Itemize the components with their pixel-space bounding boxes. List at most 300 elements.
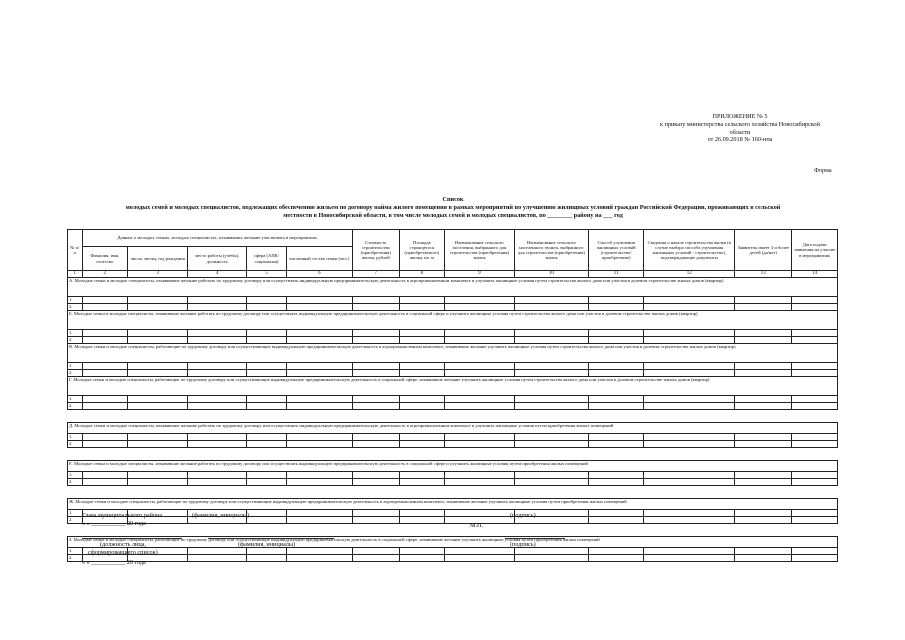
col-number: 9 bbox=[445, 271, 514, 278]
table-cell bbox=[286, 510, 352, 517]
table-cell bbox=[589, 370, 644, 377]
table-cell bbox=[792, 510, 838, 517]
table-cell bbox=[247, 330, 286, 337]
table-cell bbox=[82, 403, 128, 410]
table-cell bbox=[352, 297, 399, 304]
table-cell bbox=[188, 337, 247, 344]
table-cell bbox=[82, 441, 128, 448]
table-cell bbox=[399, 337, 445, 344]
table-cell bbox=[399, 434, 445, 441]
table-cell bbox=[188, 472, 247, 479]
table-cell bbox=[735, 479, 792, 486]
table-cell bbox=[286, 370, 352, 377]
table-row bbox=[68, 517, 838, 524]
table-cell bbox=[445, 441, 514, 448]
section-title: В. Молодые семьи и молодые специалисты, работающие по трудовому договору или осуществляющие индивидуальную предпринимательскую деятельность в агропромышленном комплексе, изъявившие желание улучшить жилищные условия путем строительства жилого дома или участия в долевом строительстве жилых домов (квартир) bbox=[68, 344, 838, 363]
table-cell bbox=[399, 396, 445, 403]
header-group: Данные о молодых семьях, молодых специалистах, изъявивших желание участвовать в мероприятиях bbox=[82, 230, 352, 247]
table-cell bbox=[399, 370, 445, 377]
table-cell bbox=[445, 304, 514, 311]
table-cell bbox=[352, 396, 399, 403]
row-number: 1. bbox=[68, 434, 83, 441]
table-cell bbox=[735, 434, 792, 441]
date-line-1: « » ___________ 20 года bbox=[82, 520, 146, 527]
table-cell bbox=[644, 555, 735, 562]
stamp-mark: М.П. bbox=[470, 522, 484, 529]
table-cell bbox=[514, 330, 589, 337]
table-cell bbox=[735, 337, 792, 344]
table-cell bbox=[644, 472, 735, 479]
name-line bbox=[208, 538, 334, 539]
table-cell bbox=[128, 297, 188, 304]
table-cell bbox=[735, 441, 792, 448]
name-caption-2: (фамилия, инициалы) bbox=[238, 541, 296, 548]
table-cell bbox=[514, 441, 589, 448]
col-number: 10 bbox=[514, 271, 589, 278]
table-cell bbox=[735, 363, 792, 370]
table-cell bbox=[352, 337, 399, 344]
table-cell bbox=[589, 472, 644, 479]
table-cell bbox=[735, 517, 792, 524]
appendix-line3: от 26.09.2018 № 160-нпа bbox=[707, 136, 773, 144]
table-cell bbox=[286, 297, 352, 304]
table-cell bbox=[352, 330, 399, 337]
section-title: Д. Молодые семьи и молодые специалисты, изъявившие желание работать по трудовому договору или осуществлять индивидуальную предпринимательскую деятельность в агропромышленном комплексе и улучшить жилищные условия путем приобретения жилых помещений bbox=[68, 423, 838, 434]
row-number: 2. bbox=[68, 441, 83, 448]
table-cell bbox=[445, 472, 514, 479]
table-cell bbox=[352, 304, 399, 311]
table-cell bbox=[445, 510, 514, 517]
table-cell bbox=[82, 297, 128, 304]
table-cell bbox=[445, 297, 514, 304]
section-row bbox=[68, 311, 838, 330]
table-cell bbox=[735, 330, 792, 337]
table-row bbox=[68, 434, 838, 441]
subheader-family-size: численный состав семьи (чел.) bbox=[286, 247, 352, 271]
table-cell bbox=[735, 548, 792, 555]
spacer-row bbox=[68, 448, 838, 461]
table-cell bbox=[445, 479, 514, 486]
table-cell bbox=[399, 555, 445, 562]
table-cell bbox=[128, 403, 188, 410]
table-cell bbox=[445, 330, 514, 337]
row-number: 1. bbox=[68, 396, 83, 403]
table-cell bbox=[589, 479, 644, 486]
table-cell bbox=[399, 403, 445, 410]
table-cell bbox=[735, 370, 792, 377]
table-cell bbox=[188, 304, 247, 311]
col-number: 7 bbox=[352, 271, 399, 278]
section-title: Ж. Молодые семьи и молодые специалисты, работающие по трудовому договору или осуществляющие индивидуальную предпринимательскую деятельность в агропромышленном комплексе, изъявившие желание улучшить жилищные условия путем приобретения жилых помещений bbox=[68, 499, 838, 510]
table-cell bbox=[589, 517, 644, 524]
table-cell bbox=[589, 363, 644, 370]
table-cell bbox=[399, 363, 445, 370]
table-cell bbox=[445, 434, 514, 441]
table-cell bbox=[352, 363, 399, 370]
table-cell bbox=[286, 396, 352, 403]
position-line bbox=[82, 538, 182, 539]
table-cell bbox=[82, 304, 128, 311]
table-cell bbox=[514, 555, 589, 562]
table-cell bbox=[188, 370, 247, 377]
head-name: (фамилия, инициалы) bbox=[192, 512, 250, 519]
table-cell bbox=[247, 510, 286, 517]
table-cell bbox=[82, 472, 128, 479]
header-area: Площадь строящегося (приобретаемого) жилья, кв. м bbox=[399, 230, 445, 271]
table-row bbox=[68, 555, 838, 562]
header-method: Способ улучшения жилищных условий (строительство/приобретение) bbox=[589, 230, 644, 271]
table-cell bbox=[399, 330, 445, 337]
spacer-cell bbox=[68, 448, 838, 461]
table-cell bbox=[514, 403, 589, 410]
section-row bbox=[68, 278, 838, 297]
title-heading: Список bbox=[442, 196, 464, 203]
header-date: Дата подачи заявления на участие в мероприятиях bbox=[792, 230, 838, 271]
table-cell bbox=[792, 304, 838, 311]
table-cell bbox=[399, 441, 445, 448]
header-locality: Наименование сельского населенного пункта, выбранного для строительства (приобретения) жилья bbox=[514, 230, 589, 271]
table-row bbox=[68, 479, 838, 486]
section-row bbox=[68, 344, 838, 363]
header-construction-info: Сведения о начале строительства жилья (в случае выбора способа улучшения жилищных условий - строительство), подтверждающие документы bbox=[644, 230, 735, 271]
table-cell bbox=[286, 555, 352, 562]
appendix-line1: к приказу министерства сельского хозяйства Новосибирской bbox=[660, 120, 820, 128]
table-row bbox=[68, 548, 838, 555]
table-cell bbox=[644, 441, 735, 448]
table-cell bbox=[644, 297, 735, 304]
table-cell bbox=[286, 517, 352, 524]
table-row bbox=[68, 297, 838, 304]
table-cell bbox=[589, 510, 644, 517]
table-cell bbox=[247, 548, 286, 555]
table-cell bbox=[352, 370, 399, 377]
table-cell bbox=[589, 330, 644, 337]
date-line-2: « » ___________ 20 года bbox=[82, 559, 146, 566]
table-cell bbox=[735, 396, 792, 403]
table-cell bbox=[286, 330, 352, 337]
table-cell bbox=[644, 337, 735, 344]
table-cell bbox=[128, 363, 188, 370]
table-cell bbox=[514, 472, 589, 479]
table-cell bbox=[514, 479, 589, 486]
table-cell bbox=[247, 517, 286, 524]
table-cell bbox=[128, 370, 188, 377]
table-cell bbox=[286, 434, 352, 441]
table-cell bbox=[514, 370, 589, 377]
table-cell bbox=[188, 403, 247, 410]
table-cell bbox=[286, 304, 352, 311]
table-cell bbox=[352, 510, 399, 517]
table-cell bbox=[445, 396, 514, 403]
col-number: 5 bbox=[247, 271, 286, 278]
table-cell bbox=[188, 363, 247, 370]
table-cell bbox=[399, 479, 445, 486]
section-title: Б. Молодые семьи и молодые специалисты, изъявившие желание работать по трудовому договору или осуществлять индивидуальную предпринимательскую деятельность в социальной сфере и улучшить жилищные условия путем строительства жилого дома или участия в долевом строительстве жилых домов (квартир) bbox=[68, 311, 838, 330]
table-cell bbox=[352, 472, 399, 479]
section-title: З. Молодые семьи и молодые специалисты, работающие по трудовому договору или осуществляющие индивидуальную предпринимательскую деятельность в социальной сфере, изъявившие желание улучшить жилищные условия путем приобретения жилых помещений bbox=[68, 537, 838, 548]
table-cell bbox=[644, 363, 735, 370]
table-cell bbox=[286, 403, 352, 410]
table-cell bbox=[735, 510, 792, 517]
table-cell bbox=[247, 472, 286, 479]
table-cell bbox=[792, 297, 838, 304]
table-cell bbox=[286, 472, 352, 479]
table-row bbox=[68, 370, 838, 377]
table-cell bbox=[352, 555, 399, 562]
spacer-cell bbox=[68, 410, 838, 423]
table-cell bbox=[792, 434, 838, 441]
row-number: 2. bbox=[68, 479, 83, 486]
subheader-workplace: место работы (учебы), должность bbox=[188, 247, 247, 271]
table-cell bbox=[644, 304, 735, 311]
col-number: 8 bbox=[399, 271, 445, 278]
table-cell bbox=[247, 396, 286, 403]
table-cell bbox=[286, 479, 352, 486]
table-cell bbox=[247, 441, 286, 448]
spacer-row bbox=[68, 486, 838, 499]
table-cell bbox=[514, 396, 589, 403]
table-cell bbox=[188, 330, 247, 337]
table-row bbox=[68, 304, 838, 311]
row-number: 2. bbox=[68, 304, 83, 311]
table-cell bbox=[644, 479, 735, 486]
table-cell bbox=[589, 555, 644, 562]
table-cell bbox=[514, 548, 589, 555]
table-cell bbox=[82, 479, 128, 486]
table-cell bbox=[188, 479, 247, 486]
table-cell bbox=[399, 517, 445, 524]
header-cost: Стоимость строительства (приобретения) жилья, рублей bbox=[352, 230, 399, 271]
section-row bbox=[68, 461, 838, 472]
column-numbers-row bbox=[68, 271, 838, 278]
table-cell bbox=[792, 472, 838, 479]
table-cell bbox=[82, 337, 128, 344]
table-cell bbox=[399, 548, 445, 555]
table-cell bbox=[644, 434, 735, 441]
table-cell bbox=[644, 403, 735, 410]
row-number: 2. bbox=[68, 517, 83, 524]
table-cell bbox=[188, 396, 247, 403]
table-cell bbox=[352, 479, 399, 486]
table-cell bbox=[352, 441, 399, 448]
table-row bbox=[68, 396, 838, 403]
table-cell bbox=[128, 337, 188, 344]
row-number: 1. bbox=[68, 510, 83, 517]
table-cell bbox=[286, 363, 352, 370]
section-title: Г. Молодые семьи и молодые специалисты, работающие по трудовому договору или осуществляющие индивидуальную предпринимательскую деятельность в социальной сфере, изъявившие желание улучшить жилищные условия путем строительства жилого дома или участия в долевом строительстве жилых домов (квартир) bbox=[68, 377, 838, 396]
section-title: А. Молодые семьи и молодые специалисты, изъявившие желание работать по трудовому договору или осуществлять индивидуальную предпринимательскую деятельность в агропромышленном комплексе и улучшить жилищные условия путем строительства жилого дома или участия в долевом строительстве жилых домов (квартир) bbox=[68, 278, 838, 297]
table-cell bbox=[352, 403, 399, 410]
table-cell bbox=[792, 337, 838, 344]
table-cell bbox=[792, 330, 838, 337]
section-row bbox=[68, 423, 838, 434]
position-caption-2: сформировавшего список) bbox=[88, 549, 158, 556]
row-number: 2. bbox=[68, 370, 83, 377]
table-cell bbox=[82, 396, 128, 403]
table-cell bbox=[589, 304, 644, 311]
table-cell bbox=[247, 304, 286, 311]
table-cell bbox=[128, 441, 188, 448]
table-cell bbox=[188, 555, 247, 562]
title-line1: молодых семей и молодых специалистов, подлежащих обеспечению жильем по договору найма жилого помещения в рамках мероприятий по улучшению жилищных условий граждан Российской Федерации, проживающих в сельской bbox=[125, 204, 781, 211]
table-cell bbox=[399, 472, 445, 479]
col-number: 14 bbox=[792, 271, 838, 278]
head-sign: (подпись) bbox=[510, 512, 536, 519]
table-cell bbox=[247, 555, 286, 562]
subheader-birthdate: число, месяц, год рождения bbox=[128, 247, 188, 271]
table-row bbox=[68, 510, 838, 517]
table-cell bbox=[644, 330, 735, 337]
row-number: 1. bbox=[68, 297, 83, 304]
table-cell bbox=[247, 337, 286, 344]
table-cell bbox=[589, 337, 644, 344]
table-cell bbox=[589, 441, 644, 448]
table-cell bbox=[589, 396, 644, 403]
table-cell bbox=[514, 434, 589, 441]
table-cell bbox=[792, 370, 838, 377]
table-cell bbox=[82, 330, 128, 337]
table-cell bbox=[589, 434, 644, 441]
table-cell bbox=[286, 441, 352, 448]
table-row bbox=[68, 337, 838, 344]
table-cell bbox=[247, 403, 286, 410]
row-number: 2. bbox=[68, 403, 83, 410]
table-cell bbox=[514, 337, 589, 344]
col-number: 3 bbox=[128, 271, 188, 278]
table-cell bbox=[735, 403, 792, 410]
table-cell bbox=[589, 403, 644, 410]
table-cell bbox=[128, 396, 188, 403]
table-cell bbox=[399, 304, 445, 311]
table-cell bbox=[792, 517, 838, 524]
table-cell bbox=[514, 304, 589, 311]
table-cell bbox=[352, 548, 399, 555]
section-row bbox=[68, 377, 838, 396]
table-cell bbox=[128, 434, 188, 441]
table-cell bbox=[792, 548, 838, 555]
row-number: 1. bbox=[68, 363, 83, 370]
col-number: 6 bbox=[286, 271, 352, 278]
table-cell bbox=[82, 434, 128, 441]
table-row bbox=[68, 330, 838, 337]
spacer-cell bbox=[68, 486, 838, 499]
table-cell bbox=[247, 297, 286, 304]
table-cell bbox=[644, 370, 735, 377]
row-number: 1. bbox=[68, 548, 83, 555]
table-cell bbox=[735, 555, 792, 562]
table-cell bbox=[735, 472, 792, 479]
table-cell bbox=[286, 337, 352, 344]
row-number: 2. bbox=[68, 555, 83, 562]
table-cell bbox=[644, 517, 735, 524]
table-cell bbox=[514, 297, 589, 304]
table-cell bbox=[247, 479, 286, 486]
section-row bbox=[68, 537, 838, 548]
table-cell bbox=[589, 297, 644, 304]
table-cell bbox=[735, 297, 792, 304]
col-number: 2 bbox=[82, 271, 128, 278]
table-cell bbox=[247, 434, 286, 441]
section-row bbox=[68, 499, 838, 510]
table-cell bbox=[352, 517, 399, 524]
table-cell bbox=[792, 363, 838, 370]
appendix-line2: области bbox=[729, 128, 751, 136]
row-number: 1. bbox=[68, 472, 83, 479]
table-cell bbox=[792, 479, 838, 486]
table-cell bbox=[644, 396, 735, 403]
table-cell bbox=[735, 304, 792, 311]
spacer-row bbox=[68, 524, 838, 537]
header-children: Заявитель имеет 3 и более детей (да/нет) bbox=[735, 230, 792, 271]
table-cell bbox=[188, 434, 247, 441]
table-row bbox=[68, 363, 838, 370]
table-cell bbox=[792, 396, 838, 403]
forma-label: Форма bbox=[814, 167, 832, 174]
table-cell bbox=[399, 510, 445, 517]
col-number: 1 bbox=[68, 271, 83, 278]
table-row bbox=[68, 441, 838, 448]
spacer-cell bbox=[68, 524, 838, 537]
table-cell bbox=[644, 548, 735, 555]
document-title bbox=[60, 196, 846, 220]
table-cell bbox=[792, 441, 838, 448]
table-row bbox=[68, 403, 838, 410]
table-cell bbox=[445, 337, 514, 344]
families-table bbox=[67, 229, 838, 562]
col-number: 11 bbox=[589, 271, 644, 278]
table-cell bbox=[188, 297, 247, 304]
table-cell bbox=[445, 370, 514, 377]
table-cell bbox=[82, 363, 128, 370]
table-cell bbox=[128, 479, 188, 486]
subheader-sphere: сфера (АПК/социальная) bbox=[247, 247, 286, 271]
table-cell bbox=[352, 434, 399, 441]
table-cell bbox=[128, 304, 188, 311]
table-cell bbox=[188, 548, 247, 555]
appendix-title: ПРИЛОЖЕНИЕ № 5 bbox=[712, 113, 768, 120]
head-label: Глава муниципального района bbox=[82, 512, 163, 519]
subheader-name: Фамилия, имя, отчество bbox=[82, 247, 128, 271]
table-cell bbox=[247, 363, 286, 370]
col-number: 13 bbox=[735, 271, 792, 278]
row-number: 2. bbox=[68, 337, 83, 344]
title-line2: местности в Новосибирской области, в том числе молодых семей и молодых специалистов, по ________ району на ___ год bbox=[283, 212, 623, 219]
sign-caption-2: (подпись) bbox=[510, 541, 536, 548]
row-number: 1. bbox=[68, 330, 83, 337]
table-cell bbox=[128, 330, 188, 337]
table-cell bbox=[445, 548, 514, 555]
table-row bbox=[68, 472, 838, 479]
table-cell bbox=[792, 403, 838, 410]
col-number: 4 bbox=[188, 271, 247, 278]
table-cell bbox=[445, 555, 514, 562]
table-cell bbox=[82, 370, 128, 377]
table-cell bbox=[128, 472, 188, 479]
table-cell bbox=[399, 297, 445, 304]
table-cell bbox=[445, 363, 514, 370]
sign-line bbox=[505, 538, 565, 539]
table-cell bbox=[247, 370, 286, 377]
appendix-block bbox=[640, 113, 840, 144]
table-cell bbox=[286, 548, 352, 555]
table-cell bbox=[188, 441, 247, 448]
table-cell bbox=[792, 555, 838, 562]
table-cell bbox=[589, 548, 644, 555]
table-cell bbox=[514, 363, 589, 370]
header-settlement: Наименование сельского поселения, выбранного для строительства (приобретения) жилья bbox=[445, 230, 514, 271]
position-caption-1: (должность лица, bbox=[100, 541, 146, 548]
table-cell bbox=[445, 403, 514, 410]
